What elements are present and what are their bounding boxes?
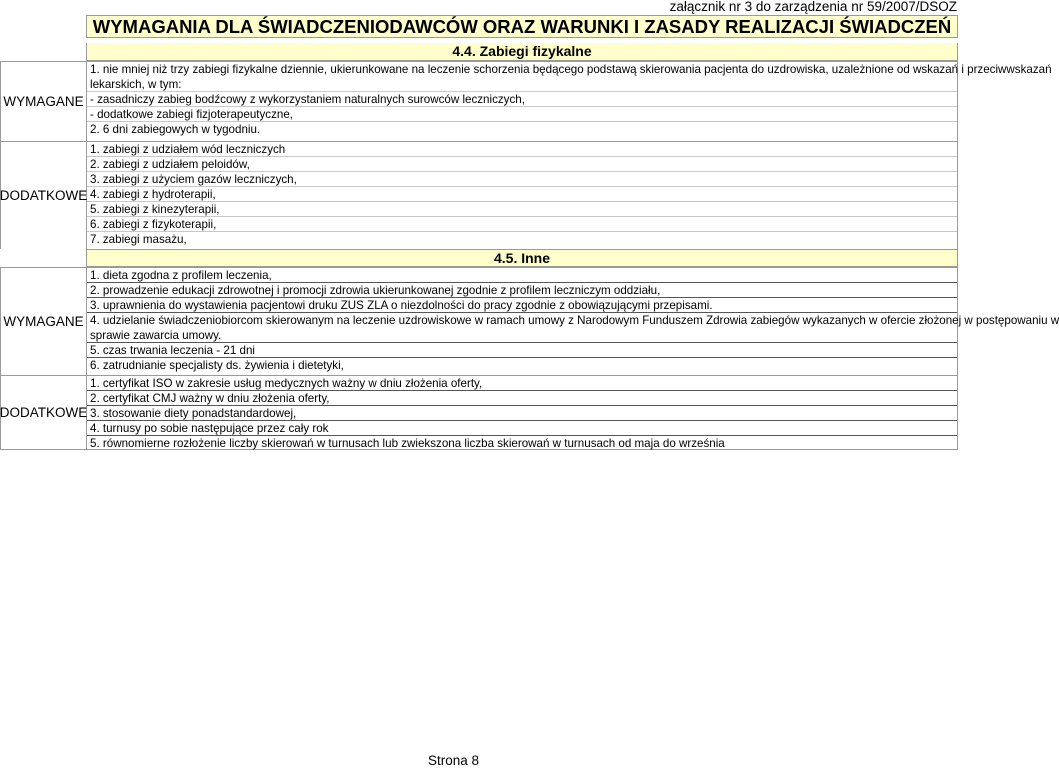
annex-reference: załącznik nr 3 do zarządzenia nr 59/2007/DSOZ xyxy=(669,0,957,14)
list-item: 4. turnusy po sobie następujące przez cały rok xyxy=(87,421,957,436)
section2-requirements-row xyxy=(0,267,1059,375)
requirements-list xyxy=(87,268,1059,373)
section1-additional-row xyxy=(0,141,958,249)
additional-label: DODATKOWE xyxy=(1,142,87,249)
list-item: lekarskich, w tym: xyxy=(87,77,957,92)
list-item: 3. uprawnienia do wystawienia pacjentowi druku ZUS ZLA o niezdolności do pracy zgodnie z obowiązującymi przepisami. xyxy=(87,298,957,313)
list-item: 5. równomierne rozłożenie liczby skierowań w turnusach lub zwiekszona liczba skierowań w turnusach od maja do września xyxy=(90,437,725,450)
list-item: 4. udzielanie świadczeniobiorcom skierowanym na leczenie uzdrowiskowe w ramach umowy z Narodowym Funduszem Zdrowia zabiegów wykazanych w ofercie złożonej w postępowaniu w xyxy=(90,314,1059,327)
list-item: 3. zabiegi z użyciem gazów leczniczych, xyxy=(87,172,957,187)
list-item: 1. dieta zgodna z profilem leczenia, xyxy=(87,268,957,283)
list-item: 7. zabiegi masażu, xyxy=(90,233,187,246)
document-title: WYMAGANIA DLA ŚWIADCZENIODAWCÓW ORAZ WARUNKI I ZASADY REALIZACJI ŚWIADCZEŃ xyxy=(86,15,958,38)
additional-list xyxy=(87,376,957,451)
additional-list xyxy=(87,142,957,247)
requirements-label: WYMAGANE xyxy=(1,62,87,141)
list-item: 6. zabiegi z fizykoterapii, xyxy=(87,217,957,232)
section2-additional-row xyxy=(0,375,958,450)
list-item: sprawie zawarcia umowy. xyxy=(87,328,957,343)
list-item: 2. zabiegi z udziałem peloidów, xyxy=(87,157,957,172)
list-item: 2. certyfikat CMJ ważny w dniu złożenia oferty, xyxy=(87,391,957,406)
list-item: 1. certyfikat ISO w zakresie usług medycznych ważny w dniu złożenia oferty, xyxy=(87,376,957,391)
additional-label: DODATKOWE xyxy=(1,376,87,449)
list-item: 1. zabiegi z udziałem wód leczniczych xyxy=(87,142,957,157)
list-item: 5. czas trwania leczenia - 21 dni xyxy=(87,343,957,358)
list-item: 4. zabiegi z hydroterapii, xyxy=(87,187,957,202)
list-item: 2. prowadzenie edukacji zdrowotnej i promocji zdrowia ukierunkowanej zgodnie z profilem leczniczym oddziału, xyxy=(87,283,957,298)
list-item: 2. 6 dni zabiegowych w tygodniu. xyxy=(90,123,261,136)
requirements-label: WYMAGANE xyxy=(1,268,87,375)
list-item: 3. stosowanie diety ponadstandardowej, xyxy=(87,406,957,421)
list-item: 6. zatrudnianie specjalisty ds. żywienia i dietetyki, xyxy=(90,359,344,372)
list-item: - zasadniczy zabieg bodźcowy z wykorzystaniem naturalnych surowców leczniczych, xyxy=(87,92,957,107)
section1-requirements-row xyxy=(0,61,1052,141)
requirements-list xyxy=(87,62,1052,137)
section-heading-inne: 4.5. Inne xyxy=(86,249,958,267)
list-item: 5. zabiegi z kinezyterapii, xyxy=(87,202,957,217)
list-item: - dodatkowe zabiegi fizjoterapeutyczne, xyxy=(87,107,957,122)
list-item: 1. nie mniej niż trzy zabiegi fizykalne dziennie, ukierunkowane na leczenie schorzenia będącego podstawą skierowania pacjenta do uzdrowiska, uzależnione od wskazań i przeciwwskazań xyxy=(90,63,1052,76)
section-heading-zabiegi: 4.4. Zabiegi fizykalne xyxy=(86,43,958,61)
page-number: Strona 8 xyxy=(428,753,480,768)
